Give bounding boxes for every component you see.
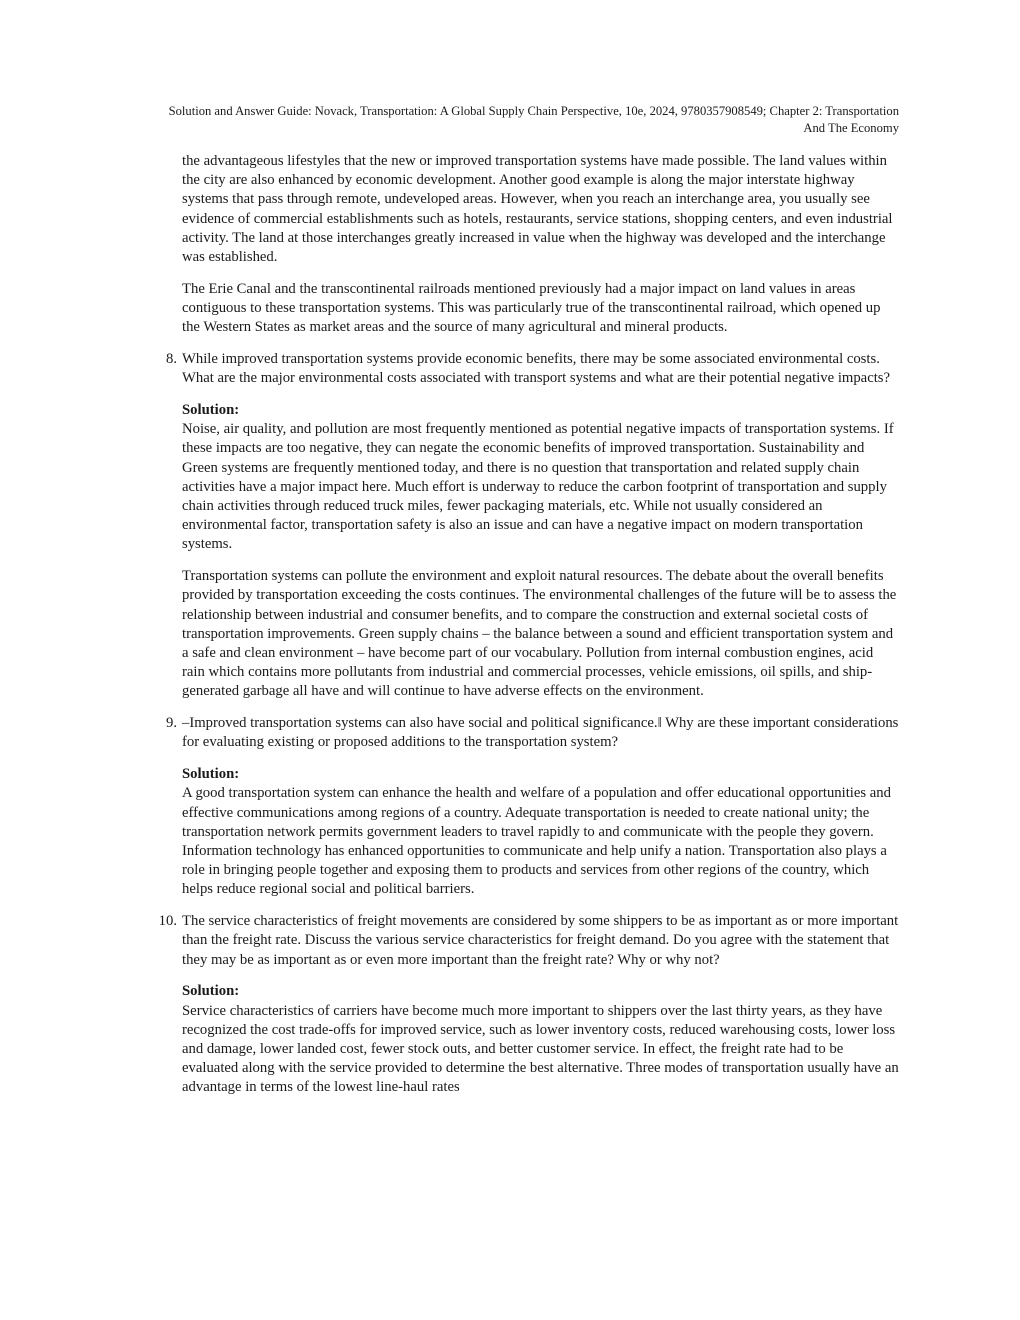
question-text: The service characteristics of freight movements are considered by some shippers to be as important as or more important than the freight rate. Discuss the various service characteristics for freight demand. Do you agree with the statement that they may be as important as or even more important than the freight rate? Why or why not? xyxy=(182,913,899,968)
page-content xyxy=(158,152,899,1110)
question-8 xyxy=(165,350,899,702)
solution-label: Solution: xyxy=(182,983,240,1000)
question-text: While improved transportation systems provide economic benefits, there may be some associated environmental costs. What are the major environmental costs associated with transport systems and what are their potential negative impacts? xyxy=(182,351,891,387)
solution-paragraph: A good transportation system can enhance the health and welfare of a population and offer educational opportunities and effective communications among regions of a country. Adequate transportation is needed to create national unity; the transportation network permits government leaders to travel rapidly to and communicate with the people they govern. Information technology has enhanced opportunities to communicate and help unify a nation. Transportation also plays a role in bringing people together and exposing them to products and services from other regions of the country, which helps reduce regional social and political barriers. xyxy=(182,785,891,898)
question-number: 10. xyxy=(158,913,177,930)
solution-label: Solution: xyxy=(182,402,240,419)
intro-paragraph-1: the advantageous lifestyles that the new or improved transportation systems have made possible. The land values within the city are also enhanced by economic development. Another good example is along the major interstate highway systems that pass through remote, undeveloped areas. However, when you reach an interchange area, you usually see evidence of commercial establishments such as hotels, restaurants, service stations, shopping centers, and even industrial activity. The land at those interchanges greatly increased in value when the highway was developed and the interchange was established. xyxy=(182,153,893,266)
question-number: 9. xyxy=(165,715,177,732)
solution-paragraph: Transportation systems can pollute the environment and exploit natural resources. The debate about the overall benefits provided by transportation exceeding the costs continues. The environmental challenges of the future will be to assess the relationship between industrial and consumer benefits, and to compare the construction and external societal costs of transportation improvements. Green supply chains – the balance between a sound and efficient transportation system and a safe and clean environment – have become part of our vocabulary. Pollution from internal combustion engines, acid rain which contains more pollutants from industrial and commercial processes, vehicle emissions, oil spills, and ship-generated garbage all have and will continue to have adverse effects on the environment. xyxy=(182,568,897,700)
solution-label: Solution: xyxy=(182,766,240,783)
header-line-2: And The Economy xyxy=(803,121,899,135)
solution-paragraph: Noise, air quality, and pollution are most frequently mentioned as potential negative impacts of transportation systems. If these impacts are too negative, they can negate the economic benefits of improved transportation. Sustainability and Green systems are frequently mentioned today, and there is no question that transportation and related supply chain activities have a major impact here. Much effort is underway to reduce the carbon footprint of transportation and supply chain activities through reduced truck miles, fewer packaging materials, etc. While not usually considered an environmental factor, transportation safety is also an issue and can have a negative impact on modern transportation systems. xyxy=(182,421,894,553)
page-header xyxy=(120,103,899,137)
solution-paragraph: Service characteristics of carriers have become much more important to shippers over the last thirty years, as they have recognized the cost trade-offs for improved service, such as lower inventory costs, reduced warehousing costs, lower loss and damage, lower landed cost, fewer stock outs, and better customer service. In effect, the freight rate had to be evaluated along with the service provided to determine the best alternative. Three modes of transportation usually have an advantage in terms of the lowest line-haul rates xyxy=(182,1002,899,1096)
question-text: –Improved transportation systems can also have social and political significance.‖ Why are these important considerations for evaluating existing or proposed additions to the transportation system? xyxy=(182,715,899,751)
question-10 xyxy=(158,912,899,1097)
question-9 xyxy=(165,714,899,899)
question-number: 8. xyxy=(165,351,177,368)
intro-paragraph-2: The Erie Canal and the transcontinental railroads mentioned previously had a major impact on land values in areas contiguous to these transportation systems. This was particularly true of the transcontinental railroad, which opened up the Western States as market areas and the source of many agricultural and mineral products. xyxy=(182,280,881,336)
header-line-1: Solution and Answer Guide: Novack, Transportation: A Global Supply Chain Perspective, 10e, 2024, 9780357908549; Chapter 2: Transportation xyxy=(168,104,899,118)
